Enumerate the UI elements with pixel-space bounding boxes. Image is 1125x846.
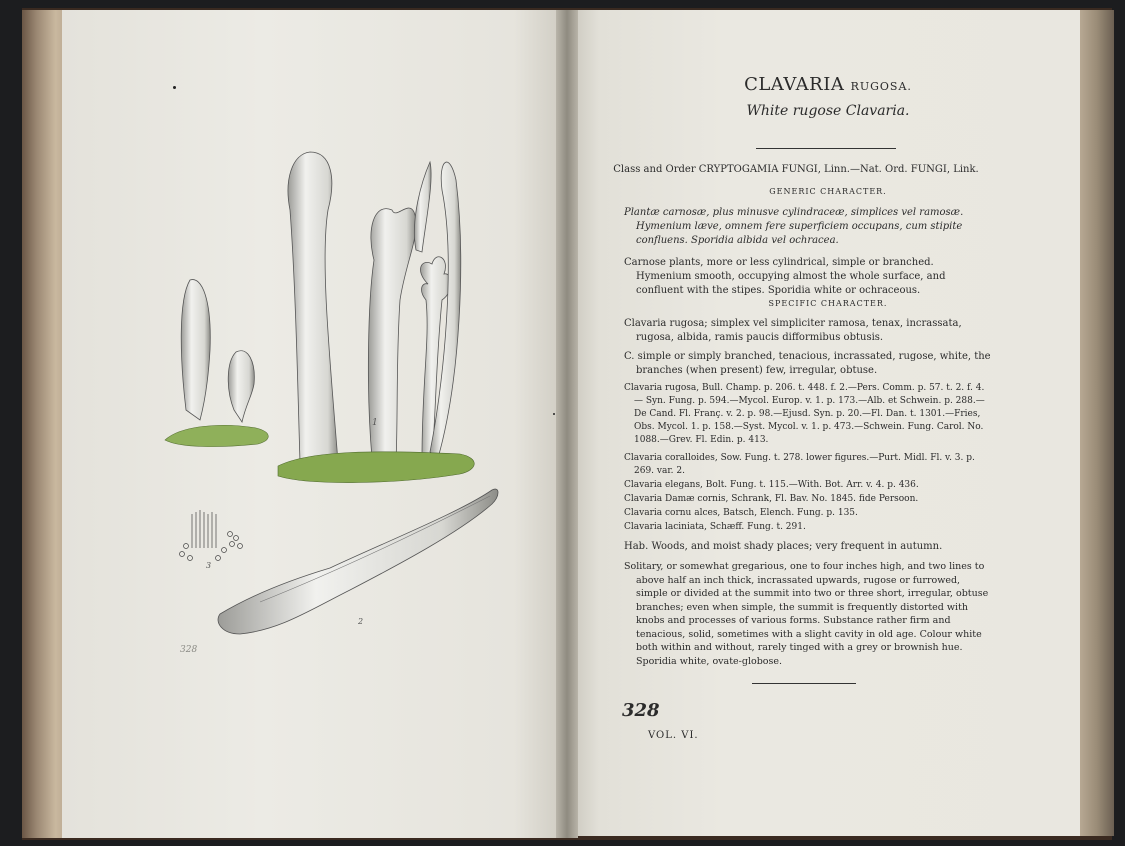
small-clavaria-group	[165, 280, 268, 447]
right-page-edges	[1080, 10, 1114, 836]
reference-entry: Clavaria Damæ cornis, Schrank, Fl. Bav. No. 1845. fide Persoon.	[624, 494, 919, 504]
long-clavaria-specimen	[218, 489, 498, 634]
page-title	[568, 74, 1088, 95]
book-gutter	[556, 10, 578, 838]
large-clavaria-group	[278, 152, 474, 483]
reference-entry: Clavaria cornu alces, Batsch, Elench. Fung. p. 135.	[624, 508, 858, 518]
common-name: White rugose Clavaria.	[746, 103, 910, 119]
classification-line: Class and Order CRYPTOGAMIA FUNGI, Linn.—Nat. Ord. FUNGI, Link.	[613, 164, 979, 175]
reference-entry: Clavaria rugosa, Bull. Champ. p. 206. t. 448. f. 2.—Pers. Comm. p. 57. t. 2. f. 4.— Syn. Fung. p. 594.—Mycol. Europ. v. 1. p. 173.—Alb. et Schwein. p. 288.—De Cand. Fl. Franç. v. 2. p. 98.—Ejusd. Syn. p. 20.—Fl. Dan. t. 1301.—Fries, Obs. Mycol. 1. p. 158.—Syst. Mycol. v. 1. p. 473.—Schwein. Fung. Carol. No. 1088.—Grev. Fl. Edin. p. 413.	[624, 383, 985, 445]
reference-entry: Clavaria coralloides, Sow. Fung. t. 278. lower figures.—Purt. Midl. Fl. v. 3. p. 269. var. 2.	[624, 453, 975, 476]
specific-character-english: C. simple or simply branched, tenacious, incrassated, rugose, white, the branches (when present) few, irregular, obtuse.	[624, 351, 991, 376]
genus-name: CLAVARIA	[744, 74, 845, 95]
title-rule	[756, 148, 896, 149]
figure-label-1: 1	[372, 418, 378, 428]
ink-speck	[173, 86, 176, 89]
figure-label-3: 3	[206, 561, 212, 570]
ink-speck	[553, 413, 555, 415]
generic-character-latin: Plantæ carnosæ, plus minusve cylindraceæ, simplices vel ramosæ. Hymenium læve, omnem fere superficiem occupans, cum stipite confluens. Sporidia albida vel ochracea.	[624, 207, 964, 246]
specific-character-heading: SPECIFIC CHARACTER.	[768, 299, 888, 308]
page-number: 328	[622, 700, 660, 721]
generic-character-english: Carnose plants, more or less cylindrical, simple or branched. Hymenium smooth, occupying almost the whole surface, and confluent with the stipes. Sporidia white or ochraceous.	[624, 257, 946, 296]
botanical-illustration	[160, 140, 512, 664]
reference-entry: Clavaria laciniata, Schæff. Fung. t. 291.	[624, 522, 806, 532]
description-paragraph: Solitary, or somewhat gregarious, one to four inches high, and two lines to above half an inch thick, incrassated upwards, rugose or furrowed, simple or divided at the summit into two or three short, irregular, obtuse branches; even when simple, the summit is frequently distorted with knobs and processes of various forms. Substance rather firm and tenacious, solid, sometimes with a slight cavity in old age. Colour white both within and without, rarely tinged with a grey or brownish hue. Sporidia white, ovate-globose.	[624, 561, 989, 667]
plate-number: 328	[180, 645, 198, 655]
spore-detail-figure	[180, 510, 243, 570]
species-name: RUGOSA.	[850, 80, 912, 93]
generic-character-heading: GENERIC CHARACTER.	[769, 187, 887, 196]
closing-rule	[752, 683, 856, 684]
figure-label-2: 2	[358, 617, 364, 626]
specific-character-latin: Clavaria rugosa; simplex vel simpliciter ramosa, tenax, incrassata, rugosa, albida, ramis paucis difformibus obtusis.	[624, 318, 962, 343]
reference-entry: Clavaria elegans, Bolt. Fung. t. 115.—With. Bot. Arr. v. 4. p. 436.	[624, 480, 919, 490]
volume-label: VOL. VI.	[648, 730, 699, 741]
habitat-line: Hab. Woods, and moist shady places; very frequent in autumn.	[624, 541, 943, 552]
